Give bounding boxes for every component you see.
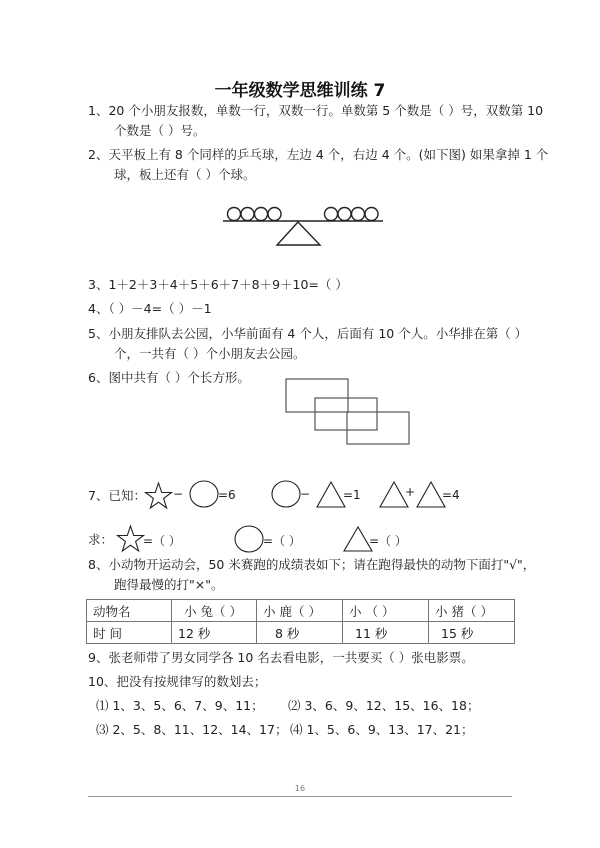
eq3-plus: + [405,485,416,499]
page-number: 16 [294,784,306,793]
table-cell: 15 秒 [429,622,515,644]
question-8-line2: 跑得最慢的打"×"。 [114,577,224,592]
table-header-row [87,600,515,622]
question-2-line2: 球，板上还有（ ）个球。 [114,167,256,182]
table-cell: 11 秒 [343,622,429,644]
question-6: 6、图中共有（ ）个长方形。 [88,370,250,385]
table-cell: 小 （ ） [343,600,429,622]
eq2-minus: − [300,487,311,501]
question-10-item-2: ⑵ 3、6、9、12、15、16、18； [288,698,480,713]
eq3-result: =4 [442,488,460,502]
circle-icon [190,481,218,507]
star-icon [118,526,144,551]
table-cell: 时 间 [87,622,172,644]
ask-circle-answer: =（ ） [263,534,301,548]
question-4: 4、（ ）－4=（ ）－1 [88,301,212,316]
page-title: 一年级数学思维训练 7 [214,81,386,101]
question-3: 3、1＋2＋3＋4＋5＋6＋7＋8＋9＋10=（ ） [88,277,348,292]
question-10-item-1: ⑴ 1、3、5、6、7、9、11； [96,698,264,713]
table-cell: 小 兔（ ） [172,600,257,622]
question-1-line1: 1、20 个小朋友报数，单数一行，双数一行。单数第 5 个数是（ ）号，双数第 10 [88,103,544,118]
race-results-table [86,599,515,644]
eq1-result: =6 [218,488,236,502]
table-cell: 动物名 [87,600,172,622]
circle-icon [272,481,300,507]
question-2-line1: 2、天平板上有 8 个同样的乒乓球，左边 4 个，右边 4 个。(如下图) 如果拿掉 1 个 [88,147,549,162]
question-10-item-4: ⑷ 1、5、6、9、13、17、21； [290,722,474,737]
question-8-line1: 8、小动物开运动会，50 米赛跑的成绩表如下；请在跑得最快的动物下面打"√"， [88,557,536,572]
eq2-result: =1 [343,488,361,502]
triangle-icon [317,482,345,507]
table-cell: 小 鹿（ ） [257,600,343,622]
question-5-line2: 个，一共有（ ）个小朋友去公园。 [114,346,306,361]
ask-star-answer: =（ ） [143,534,181,548]
triangle-icon [417,482,445,507]
star-icon [146,483,172,508]
table-cell: 12 秒 [172,622,257,644]
table-cell: 小 猪（ ） [429,600,515,622]
triangle-icon [380,482,408,507]
question-1-line2: 个数是（ ）号。 [114,123,206,138]
triangle-icon [344,527,372,551]
question-7-known-label: 7、已知： [88,488,146,503]
question-5-line1: 5、小朋友排队去公园，小华前面有 4 个人，后面有 10 个人。小华排在第（ ） [88,326,528,341]
question-7-ask-label: 求： [88,532,114,547]
question-10-item-3: ⑶ 2、5、8、11、12、14、17； [96,722,288,737]
table-row [87,622,515,644]
question-10: 10、把没有按规律写的数划去； [88,674,267,689]
ask-triangle-answer: =（ ） [369,534,407,548]
table-cell: 8 秒 [257,622,343,644]
question-9: 9、张老师带了男女同学各 10 名去看电影，一共要买（ ）张电影票。 [88,650,474,665]
footer-divider [88,796,512,797]
eq1-minus: − [173,487,184,501]
circle-icon [235,526,263,552]
